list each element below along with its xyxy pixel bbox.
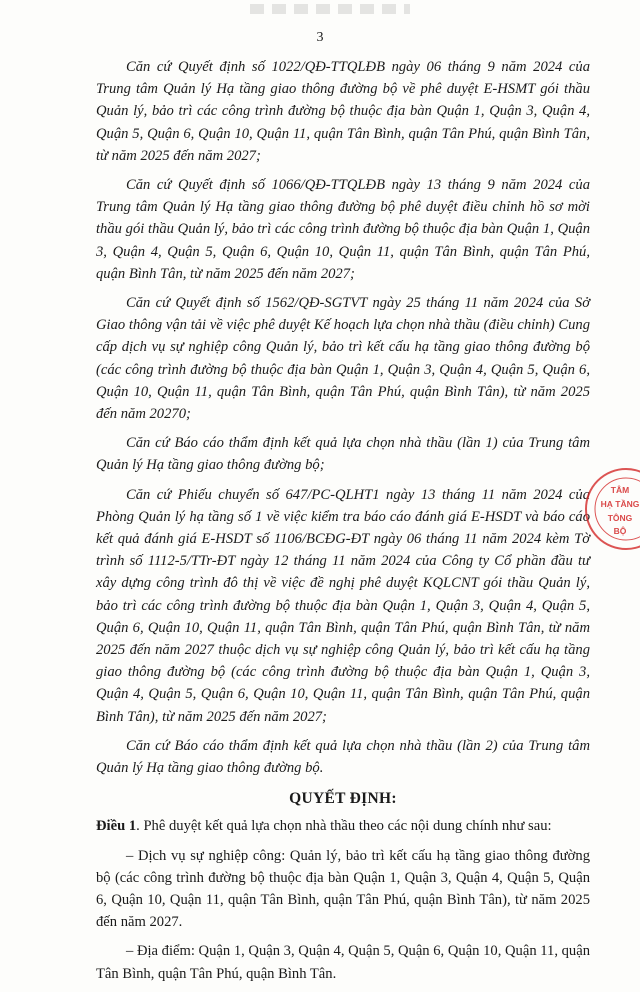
red-seal-stamp [584, 463, 640, 555]
article-1-item-2: – Địa điểm: Quận 1, Quận 3, Quận 4, Quận 5, Quận 6, Quận 10, Quận 11, quận Tân Bình, quận Tân Phú, quận Bình Tân. [96, 943, 590, 982]
page-number: 3 [316, 30, 324, 45]
article-1 [96, 815, 590, 837]
recital-4: Căn cứ Báo cáo thẩm định kết quả lựa chọn nhà thầu (lần 1) của Trung tâm Quản lý Hạ tầng giao thông đường bộ; [96, 435, 590, 474]
article-1-text: . Phê duyệt kết quả lựa chọn nhà thầu theo các nội dung chính như sau: [136, 818, 552, 835]
document-body [96, 56, 590, 992]
stamp-text-line: HẠ TẦNG [600, 499, 640, 509]
stamp-text-line: TÔNG [607, 513, 633, 523]
recital-5: Căn cứ Phiếu chuyển số 647/PC-QLHT1 ngày 13 tháng 11 năm 2024 của Phòng Quản lý hạ tầng số 1 về việc kiểm tra báo cáo đánh giá E-HSDT và báo cáo kết quả đánh giá E-HSDT số 1106/BCĐG-ĐT ngày 06 tháng 11 năm 2024 kèm Tờ trình số 1112-5/TTr-ĐT ngày 12 tháng 11 năm 2024 của Công ty Cổ phần đầu tư xây dựng công trình đô thị về việc đề nghị phê duyệt KQLCNT gói thầu Quản lý, bảo trì các công trình đường bộ thuộc địa bàn Quận 1, Quận 3, Quận 4, Quận 5, Quận 6, Quận 10, Quận 11, quận Tân Bình, quận Tân Phú, quận Bình Tân, từ năm 2025 đến năm 2027 thuộc dịch vụ sự nghiệp công Quản lý, bảo trì kết cấu hạ tầng giao thông đường bộ (các công trình đường bộ thuộc địa bàn Quận 1, Quận 3, Quận 4, Quận 5, Quận 6, Quận 10, Quận 11, quận Tân Bình, quận Tân Phú, quận Bình Tân), từ năm 2025 đến năm 2027; [96, 486, 590, 725]
recital-2: Căn cứ Quyết định số 1066/QĐ-TTQLĐB ngày 13 tháng 9 năm 2024 của Trung tâm Quản lý Hạ tầng giao thông đường bộ phê duyệt điều chỉnh hồ sơ mời thầu gói thầu Quản lý, bảo trì các công trình đường bộ thuộc địa bàn Quận 1, Quận 3, Quận 4, Quận 5, Quận 6, Quận 10, Quận 11, quận Tân Bình, quận Tân Phú, quận Bình Tân, từ năm 2025 đến năm 2027; [96, 177, 590, 282]
decision-heading: QUYẾT ĐỊNH: [289, 790, 397, 808]
header-bleed-through [250, 4, 410, 14]
recital-3: Căn cứ Quyết định số 1562/QĐ-SGTVT ngày 25 tháng 11 năm 2024 của Sở Giao thông vận tải về việc phê duyệt Kế hoạch lựa chọn nhà thầu (điều chỉnh) Cung cấp dịch vụ sự nghiệp công Quản lý, bảo trì kết cấu hạ tầng giao thông đường bộ (các công trình đường bộ thuộc địa bàn Quận 1, Quận 3, Quận 4, Quận 5, Quận 6, Quận 10, Quận 11, quận Tân Bình, quận Tân Phú, quận Bình Tân), từ năm 2025 đến năm 20270; [96, 295, 590, 423]
stamp-text-line: BỘ [613, 526, 627, 536]
article-1-item-1: – Dịch vụ sự nghiệp công: Quản lý, bảo trì kết cấu hạ tầng giao thông đường bộ (các công trình đường bộ thuộc địa bàn Quận 1, Quận 3, Quận 4, Quận 5, Quận 6, Quận 10, Quận 11, quận Tân Bình, quận Tân Phú, quận Bình Tân), từ năm 2025 đến năm 2027. [96, 847, 590, 931]
recital-6: Căn cứ Báo cáo thẩm định kết quả lựa chọn nhà thầu (lần 2) của Trung tâm Quản lý Hạ tầng giao thông đường bộ. [96, 737, 590, 777]
recital-1: Căn cứ Quyết định số 1022/QĐ-TTQLĐB ngày 06 tháng 9 năm 2024 của Trung tâm Quản lý Hạ tầng giao thông đường bộ về phê duyệt E-HSMT gói thầu Quản lý, bảo trì các công trình đường bộ thuộc địa bàn Quận 1, Quận 3, Quận 4, Quận 5, Quận 6, Quận 10, Quận 11, quận Tân Bình, quận Tân Phú, quận Bình Tân, từ năm 2025 đến năm 2027; [96, 59, 590, 164]
stamp-text-line: TÂM [610, 485, 630, 495]
article-1-label: Điều 1 [96, 818, 137, 835]
